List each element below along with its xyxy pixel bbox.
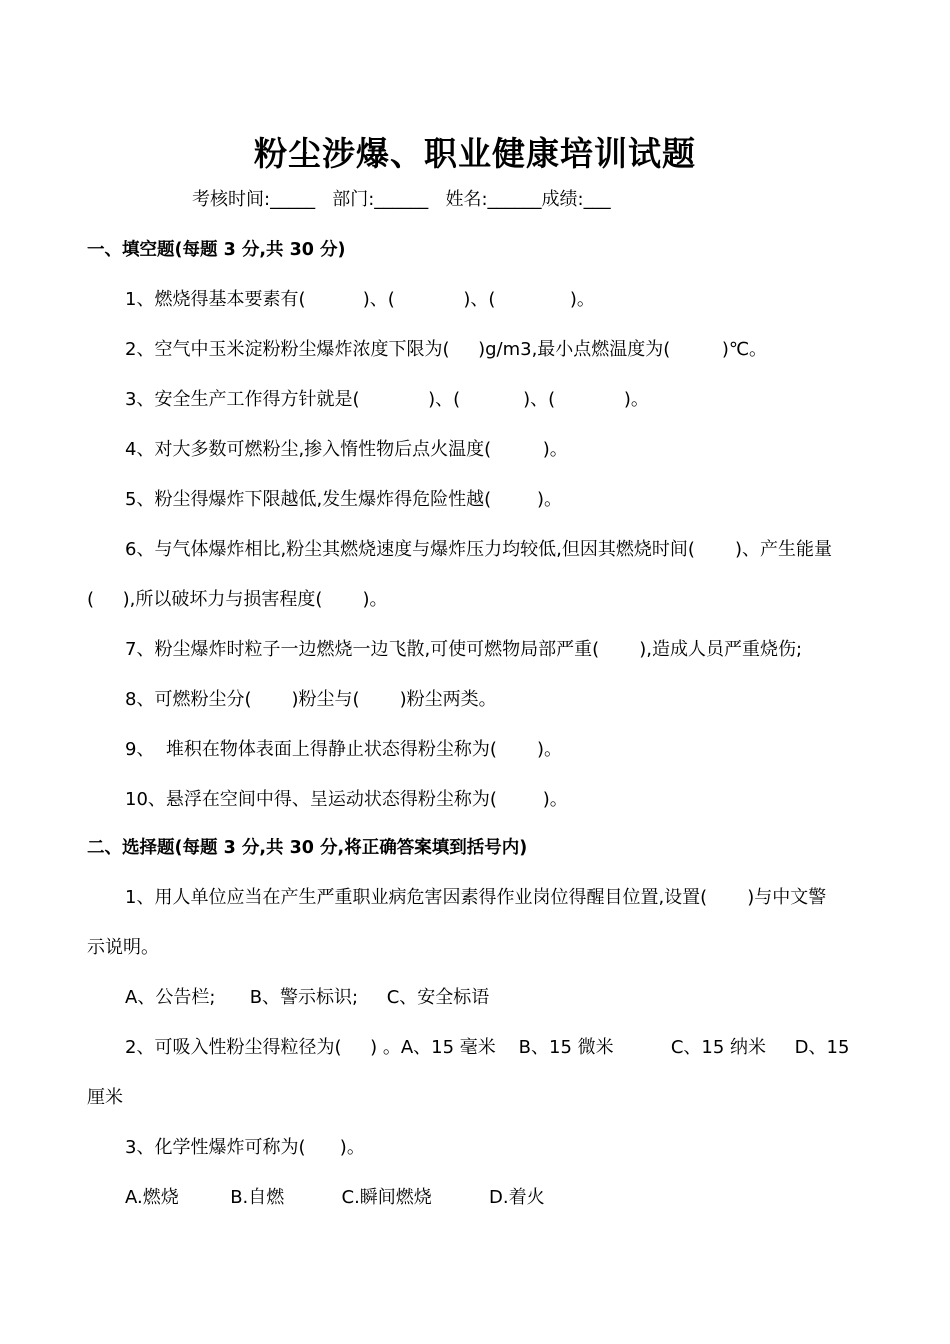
page-title: 粉尘涉爆、职业健康培训试题 <box>254 134 696 173</box>
question-1-2: 2、空气中玉米淀粉粉尘爆炸浓度下限为( )g/m3,最小点燃温度为( )℃。 <box>125 339 768 360</box>
question-2-1-line1: 1、用人单位应当在产生严重职业病危害因素得作业岗位得醒目位置,设置( )与中文警 <box>125 887 827 908</box>
question-1-5: 5、粉尘得爆炸下限越低,发生爆炸得危险性越( )。 <box>125 489 562 510</box>
section2-heading: 二、选择题(每题 3 分,共 30 分,将正确答案填到括号内) <box>87 838 528 858</box>
question-2-1-line2: 示说明。 <box>87 937 159 958</box>
question-1-8: 8、可燃粉尘分( )粉尘与( )粉尘两类。 <box>125 689 497 710</box>
section1-heading: 一、填空题(每题 3 分,共 30 分) <box>87 240 346 260</box>
question-1-7: 7、粉尘爆炸时粒子一边燃烧一边飞散,可使可燃物局部严重( ),造成人员严重烧伤; <box>125 639 803 660</box>
question-1-3: 3、安全生产工作得方针就是( )、( )、( )。 <box>125 389 649 410</box>
question-1-1: 1、燃烧得基本要素有( )、( )、( )。 <box>125 289 595 310</box>
question-1-6-line2: ( ),所以破坏力与损害程度( )。 <box>87 589 388 610</box>
question-1-6-line1: 6、与气体爆炸相比,粉尘其燃烧速度与爆炸压力均较低,但因其燃烧时间( )、产生能量 <box>125 539 832 560</box>
question-2-2-line1: 2、可吸入性粉尘得粒径为( ) 。A、15 毫米 B、15 微米 C、15 纳米 D、15 <box>125 1037 850 1058</box>
question-1-4: 4、对大多数可燃粉尘,掺入惰性物后点火温度( )。 <box>125 439 568 460</box>
question-2-1-options: A、公告栏; B、警示标识; C、安全标语 <box>125 987 490 1008</box>
question-1-10: 10、悬浮在空间中得、呈运动状态得粉尘称为( )。 <box>125 789 568 810</box>
question-2-3: 3、化学性爆炸可称为( )。 <box>125 1137 365 1158</box>
question-2-2-line2: 厘米 <box>87 1087 123 1108</box>
question-1-9: 9、 堆积在物体表面上得静止状态得粉尘称为( )。 <box>125 739 562 760</box>
info-line: 考核时间:_____ 部门:______ 姓名:______成绩:___ <box>192 189 611 210</box>
question-2-3-options: A.燃烧 B.自燃 C.瞬间燃烧 D.着火 <box>125 1187 545 1208</box>
